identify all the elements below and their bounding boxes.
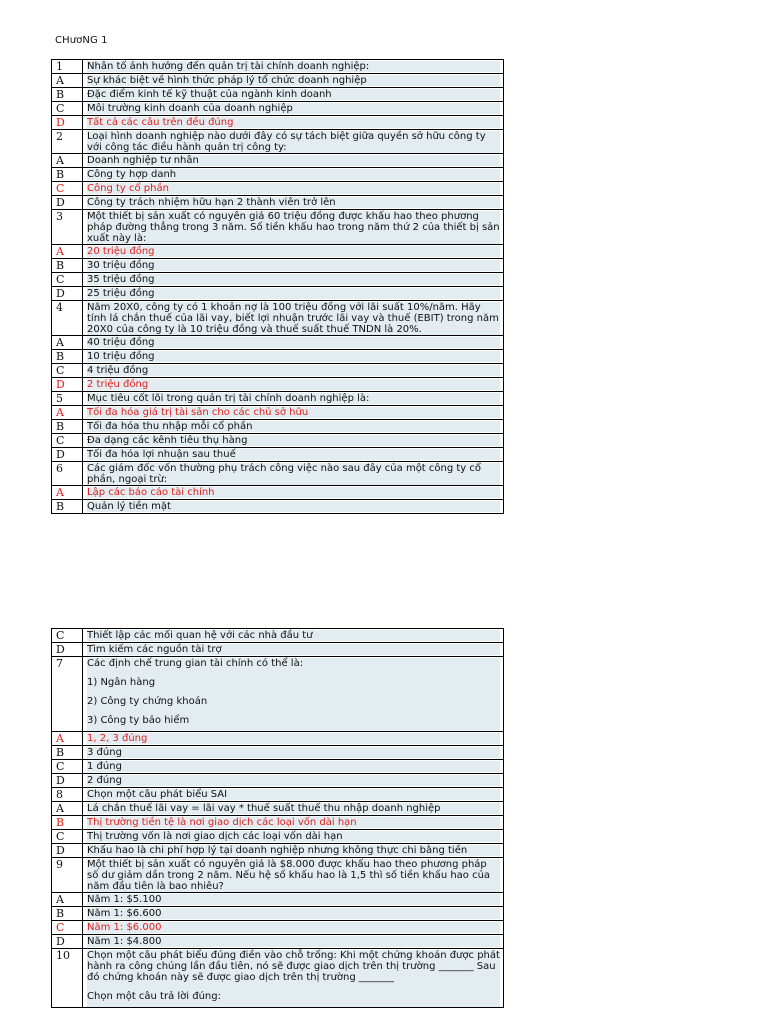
option-text: Đặc điểm kinh tế kỹ thuật của ngành kinh doanh [87,89,500,100]
correct-option-text: Công ty cổ phần [87,183,500,194]
option-row [52,406,504,420]
option-row [52,802,504,816]
option-row [52,732,504,746]
option-row [52,168,504,182]
question-subline: 3) Công ty bảo hiểm [87,712,500,731]
question-number: 6 [52,462,83,486]
question-number: 10 [52,949,83,1008]
correct-option-text: 20 triệu đồng [87,246,500,257]
correct-option-text: Lập các báo cáo tài chính [87,487,500,498]
option-text: Quản lý tiền mặt [87,501,500,512]
question-row [52,788,504,802]
question-number: 5 [52,392,83,406]
option-row [52,273,504,287]
question-line: Chọn một câu phát biểu đúng điền vào chỗ trống: Khi một chứng khoán được phát hành ra công chúng lần đầu tiên, nó sẽ được giao dịch trên thị trường _______ Sau đó chứng khoán này sẽ được giao dịch trên thị trường _______ [87,950,500,988]
option-text: Công ty hợp danh [87,169,500,180]
option-text: Năm 1: $6.600 [87,908,500,919]
option-letter: D [52,844,83,858]
question-row [52,301,504,336]
option-letter: C [52,830,83,844]
option-row [52,88,504,102]
question-table-2 [51,628,504,1008]
correct-option-text: Tất cả các câu trên đều đúng [87,117,500,128]
option-text: Thiết lập các mối quan hệ với các nhà đầu tư [87,630,500,641]
question-number: 9 [52,858,83,893]
question-text: Chọn một câu phát biểu SAI [87,789,500,800]
option-letter: A [52,245,83,259]
option-letter: B [52,168,83,182]
option-letter: B [52,420,83,434]
option-text: 4 triệu đồng [87,365,500,376]
option-row [52,102,504,116]
question-row [52,949,504,1008]
option-text: Thị trường vốn là nơi giao dịch các loại vốn dài hạn [87,831,500,842]
option-row [52,448,504,462]
option-text: 3 đúng [87,747,500,758]
question-number: 4 [52,301,83,336]
question-subline: Chọn một câu trả lời đúng: [87,988,500,1007]
question-row [52,210,504,245]
option-letter: B [52,88,83,102]
option-row [52,420,504,434]
option-letter: C [52,760,83,774]
question-text [83,949,504,1008]
correct-option-text: Thị trường tiền tệ là nơi giao dịch các loại vốn dài hạn [87,817,500,828]
option-text: Tìm kiếm các nguồn tài trợ [87,644,500,655]
option-letter: C [52,921,83,935]
option-letter: D [52,196,83,210]
option-row [52,816,504,830]
option-letter: A [52,74,83,88]
correct-option-text: 1, 2, 3 đúng [87,733,500,744]
option-row [52,196,504,210]
option-row [52,364,504,378]
option-text: Đa dạng các kênh tiêu thụ hàng [87,435,500,446]
option-text: Công ty trách nhiệm hữu hạn 2 thành viên trở lên [87,197,500,208]
option-row [52,643,504,657]
question-row [52,462,504,486]
option-letter: D [52,774,83,788]
option-text: 10 triệu đồng [87,351,500,362]
option-row [52,844,504,858]
question-number: 2 [52,130,83,154]
option-row [52,629,504,643]
option-text: Tối đa hóa thu nhập mỗi cổ phần [87,421,500,432]
option-row [52,830,504,844]
option-row [52,907,504,921]
option-letter: C [52,102,83,116]
question-number: 7 [52,657,83,732]
option-text: Doanh nghiệp tư nhân [87,155,500,166]
question-text: Mục tiêu cốt lõi trong quản trị tài chính doanh nghiệp là: [87,393,500,404]
question-number: 1 [52,60,83,74]
option-letter: C [52,364,83,378]
option-text: Năm 1: $5.100 [87,894,500,905]
option-letter: D [52,116,83,130]
option-letter: B [52,816,83,830]
option-row [52,486,504,500]
option-text: Sự khác biệt về hình thức pháp lý tổ chức doanh nghiệp [87,75,500,86]
question-table-1 [51,59,504,514]
chapter-title: CHươNG 1 [55,35,108,46]
option-text: 35 triệu đồng [87,274,500,285]
question-row [52,130,504,154]
question-text: Một thiết bị sản xuất có nguyên giá là $8.000 được khấu hao theo phương pháp số dư giảm dần trong 2 năm. Nếu hệ số khấu hao là 1,5 thì số tiền khấu hao của năm đầu tiên là bao nhiêu? [87,859,500,892]
option-letter: B [52,259,83,273]
question-text: Năm 20X0, công ty có 1 khoản nợ là 100 triệu đồng với lãi suất 10%/năm. Hãy tính lá chắn thuế của lãi vay, biết lợi nhuận trước lãi vay và thuế (EBIT) trong năm 20X0 của công ty là 10 triệu đồng và thuế suất thuế TNDN là 20%. [87,302,499,335]
question-row [52,60,504,74]
correct-option-text: Năm 1: $6.000 [87,922,500,933]
question-row [52,657,504,732]
option-row [52,774,504,788]
option-text: 30 triệu đồng [87,260,500,271]
option-letter: D [52,643,83,657]
option-row [52,182,504,196]
question-text: Loại hình doanh nghiệp nào dưới đây có sự tách biệt giữa quyền sở hữu công ty với công tác điều hành quản trị công ty: [87,131,500,153]
option-row [52,336,504,350]
option-row [52,760,504,774]
option-row [52,434,504,448]
question-text [83,657,504,732]
correct-option-text: Tối đa hóa giá trị tài sản cho các chủ sở hữu [87,407,500,418]
option-text: 2 đúng [87,775,500,786]
question-row [52,858,504,893]
option-text: 1 đúng [87,761,500,772]
option-text: Khấu hao là chi phí hợp lý tại doanh nghiệp nhưng không thực chi bằng tiền [87,845,500,856]
question-text: Nhân tố ảnh hưởng đến quản trị tài chính doanh nghiệp: [87,61,500,72]
option-letter: B [52,907,83,921]
option-letter: A [52,336,83,350]
option-letter: A [52,406,83,420]
option-row [52,378,504,392]
correct-option-text: 2 triệu đồng [87,379,500,390]
option-letter: B [52,350,83,364]
option-letter: A [52,802,83,816]
option-letter: C [52,629,83,643]
option-text: Tối đa hóa lợi nhuận sau thuế [87,449,500,460]
option-letter: B [52,746,83,760]
option-row [52,350,504,364]
question-number: 8 [52,788,83,802]
option-text: 25 triệu đồng [87,288,500,299]
question-subline: 1) Ngân hàng [87,674,500,693]
option-letter: D [52,378,83,392]
option-text: 40 triệu đồng [87,337,500,348]
option-letter: A [52,486,83,500]
option-text: Môi trường kinh doanh của doanh nghiệp [87,103,500,114]
option-row [52,74,504,88]
option-row [52,746,504,760]
option-letter: A [52,732,83,746]
question-number: 3 [52,210,83,245]
option-letter: B [52,500,83,514]
option-text: Năm 1: $4.800 [87,936,500,947]
question-text: Một thiết bị sản xuất có nguyên giá 60 triệu đồng được khấu hao theo phương pháp đường thẳng trong 3 năm. Số tiền khấu hao trong năm thứ 2 của thiết bị sản xuất này là: [87,211,500,244]
option-text: Lá chắn thuế lãi vay = lãi vay * thuế suất thuế thu nhập doanh nghiệp [87,803,500,814]
option-letter: C [52,182,83,196]
option-letter: A [52,893,83,907]
option-letter: D [52,287,83,301]
option-letter: D [52,448,83,462]
option-row [52,893,504,907]
question-line: Các định chế trung gian tài chính có thể là: [87,658,500,674]
option-row [52,245,504,259]
option-letter: C [52,434,83,448]
question-subline: 2) Công ty chứng khoán [87,693,500,712]
option-row [52,287,504,301]
option-row [52,154,504,168]
option-row [52,259,504,273]
option-row [52,500,504,514]
option-letter: C [52,273,83,287]
option-letter: A [52,154,83,168]
option-letter: D [52,935,83,949]
question-text: Các giám đốc vốn thường phụ trách công việc nào sau đây của một công ty cổ phần, ngoại trừ: [87,463,500,485]
option-row [52,921,504,935]
option-row [52,935,504,949]
question-row [52,392,504,406]
option-row [52,116,504,130]
